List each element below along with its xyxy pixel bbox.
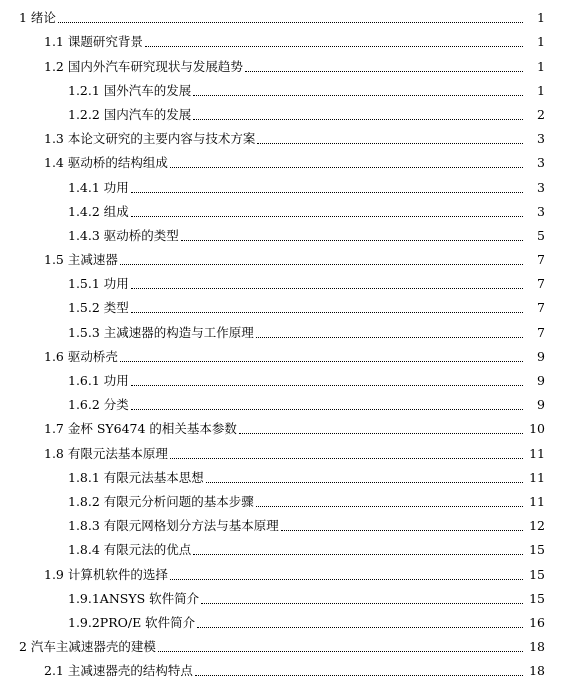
dot-leader (195, 675, 523, 676)
toc-entry-1-1[interactable] (0, 28, 570, 52)
toc-entry-1-2-1[interactable] (0, 77, 570, 101)
toc-entry-1-4-3[interactable] (0, 222, 570, 246)
dot-leader (131, 216, 523, 217)
toc-entry-1-5[interactable] (0, 246, 570, 270)
toc-entry-page: 9 (537, 348, 545, 364)
toc-entry-title: 1.8.4 有限元法的优点 (68, 542, 192, 558)
toc-entry-1-6-2[interactable] (0, 391, 570, 415)
toc-entry-page: 1 (537, 82, 545, 98)
toc-entry-title: 1.9 计算机软件的选择 (44, 566, 168, 582)
dot-leader (239, 433, 523, 434)
toc-entry-page: 3 (537, 203, 545, 219)
toc-entry-title: 1.4.2 组成 (68, 203, 129, 219)
dot-leader (131, 385, 523, 386)
toc-entry-1-8-4[interactable] (0, 536, 570, 560)
toc-entry-page: 2 (537, 106, 545, 122)
toc-entry-title: 1.4.1 功用 (68, 179, 129, 195)
dot-leader (145, 46, 523, 47)
toc-entry-title: 1.2.1 国外汽车的发展 (68, 82, 192, 98)
toc-entry-page: 11 (529, 445, 545, 461)
toc-entry-title: 1.8.3 有限元网格划分方法与基本原理 (68, 518, 279, 534)
dot-leader (131, 288, 523, 289)
toc-entry-title: 1.5 主减速器 (44, 252, 118, 268)
toc-entry-page: 15 (529, 566, 545, 582)
toc-entry-title: 2 汽车主减速器壳的建模 (19, 639, 156, 655)
toc-entry-1-5-1[interactable] (0, 270, 570, 294)
dot-leader (256, 337, 523, 338)
toc-entry-1-4-1[interactable] (0, 173, 570, 197)
dot-leader (170, 458, 523, 459)
toc-entry-title: 1.3 本论文研究的主要内容与技术方案 (44, 131, 256, 147)
toc-entry-title: 1.4.3 驱动桥的类型 (68, 227, 179, 243)
toc-entry-title: 1.5.2 类型 (68, 300, 129, 316)
dot-leader (181, 240, 523, 241)
toc-entry-1-8-1[interactable] (0, 464, 570, 488)
toc-entry-page: 15 (529, 542, 545, 558)
toc-entry-title: 1.6.2 分类 (68, 397, 129, 413)
toc-entry-page: 7 (537, 324, 545, 340)
toc-entry-1-8[interactable] (0, 439, 570, 463)
toc-entry-page: 18 (529, 663, 545, 679)
toc-entry-title: 1 绪论 (19, 10, 56, 26)
toc-entry-page: 7 (537, 252, 545, 268)
dot-leader (193, 95, 523, 96)
dot-leader (197, 627, 523, 628)
toc-entry-2-1[interactable] (0, 657, 570, 681)
dot-leader (256, 506, 523, 507)
toc-entry-1-6[interactable] (0, 343, 570, 367)
dot-leader (158, 651, 523, 652)
toc-entry-page: 18 (529, 639, 545, 655)
toc-entry-1-8-2[interactable] (0, 488, 570, 512)
toc-entry-1[interactable] (0, 4, 570, 28)
toc-entry-1-7[interactable] (0, 415, 570, 439)
toc-entry-page: 7 (537, 300, 545, 316)
dot-leader (170, 167, 523, 168)
toc-entry-page: 5 (537, 227, 545, 243)
toc-entry-page: 1 (537, 34, 545, 50)
toc-entry-title: 1.8.2 有限元分析问题的基本步骤 (68, 493, 254, 509)
dot-leader (193, 119, 523, 120)
dot-leader (257, 143, 523, 144)
dot-leader (281, 530, 523, 531)
toc-entry-page: 12 (529, 518, 545, 534)
toc-entry-page: 3 (537, 179, 545, 195)
toc-entry-page: 3 (537, 155, 545, 171)
toc-entry-title: 1.8 有限元法基本原理 (44, 445, 168, 461)
toc-entry-1-9[interactable] (0, 560, 570, 584)
dot-leader (245, 71, 523, 72)
toc-entry-page: 7 (537, 276, 545, 292)
toc-entry-page: 15 (529, 590, 545, 606)
toc-entry-1-3[interactable] (0, 125, 570, 149)
toc-entry-page: 9 (537, 397, 545, 413)
table-of-contents (0, 4, 570, 681)
toc-entry-title: 1.9.2PRO/E 软件简介 (68, 614, 196, 630)
toc-entry-title: 1.2 国内外汽车研究现状与发展趋势 (44, 58, 243, 74)
dot-leader (131, 192, 523, 193)
toc-entry-title: 1.8.1 有限元法基本思想 (68, 469, 204, 485)
toc-entry-title: 1.5.1 功用 (68, 276, 129, 292)
toc-entry-1-2-2[interactable] (0, 101, 570, 125)
dot-leader (131, 409, 523, 410)
dot-leader (58, 22, 523, 23)
toc-entry-title: 2.1 主减速器壳的结构特点 (44, 663, 193, 679)
toc-entry-page: 11 (529, 493, 545, 509)
toc-entry-title: 1.4 驱动桥的结构组成 (44, 155, 168, 171)
dot-leader (193, 554, 523, 555)
dot-leader (120, 264, 523, 265)
toc-entry-title: 1.1 课题研究背景 (44, 34, 143, 50)
toc-entry-title: 1.6.1 功用 (68, 373, 129, 388)
toc-entry-page: 9 (537, 373, 545, 388)
toc-entry-1-5-3[interactable] (0, 318, 570, 342)
dot-leader (206, 482, 523, 483)
toc-entry-1-4[interactable] (0, 149, 570, 173)
toc-entry-page: 11 (529, 469, 545, 485)
toc-entry-page: 1 (537, 58, 545, 74)
toc-entry-page: 1 (537, 10, 545, 26)
toc-entry-page: 16 (529, 614, 545, 630)
toc-entry-1-6-1[interactable] (0, 367, 570, 391)
toc-entry-1-4-2[interactable] (0, 198, 570, 222)
toc-entry-title: 1.2.2 国内汽车的发展 (68, 106, 192, 122)
toc-entry-1-9-1[interactable] (0, 585, 570, 609)
toc-entry-page: 3 (537, 131, 545, 147)
toc-entry-2[interactable] (0, 633, 570, 657)
toc-entry-1-8-3[interactable] (0, 512, 570, 536)
toc-entry-page: 10 (529, 421, 545, 437)
dot-leader (131, 312, 523, 313)
toc-entry-1-9-2[interactable] (0, 609, 570, 633)
toc-entry-1-5-2[interactable] (0, 294, 570, 318)
dot-leader (170, 579, 523, 580)
toc-entry-title: 1.6 驱动桥壳 (44, 348, 118, 364)
toc-entry-1-2[interactable] (0, 52, 570, 76)
toc-entry-title: 1.9.1ANSYS 软件简介 (68, 590, 200, 606)
dot-leader (120, 361, 523, 362)
toc-entry-title: 1.5.3 主减速器的构造与工作原理 (68, 324, 254, 340)
toc-entry-title: 1.7 金杯 SY6474 的相关基本参数 (44, 421, 237, 437)
dot-leader (201, 603, 523, 604)
